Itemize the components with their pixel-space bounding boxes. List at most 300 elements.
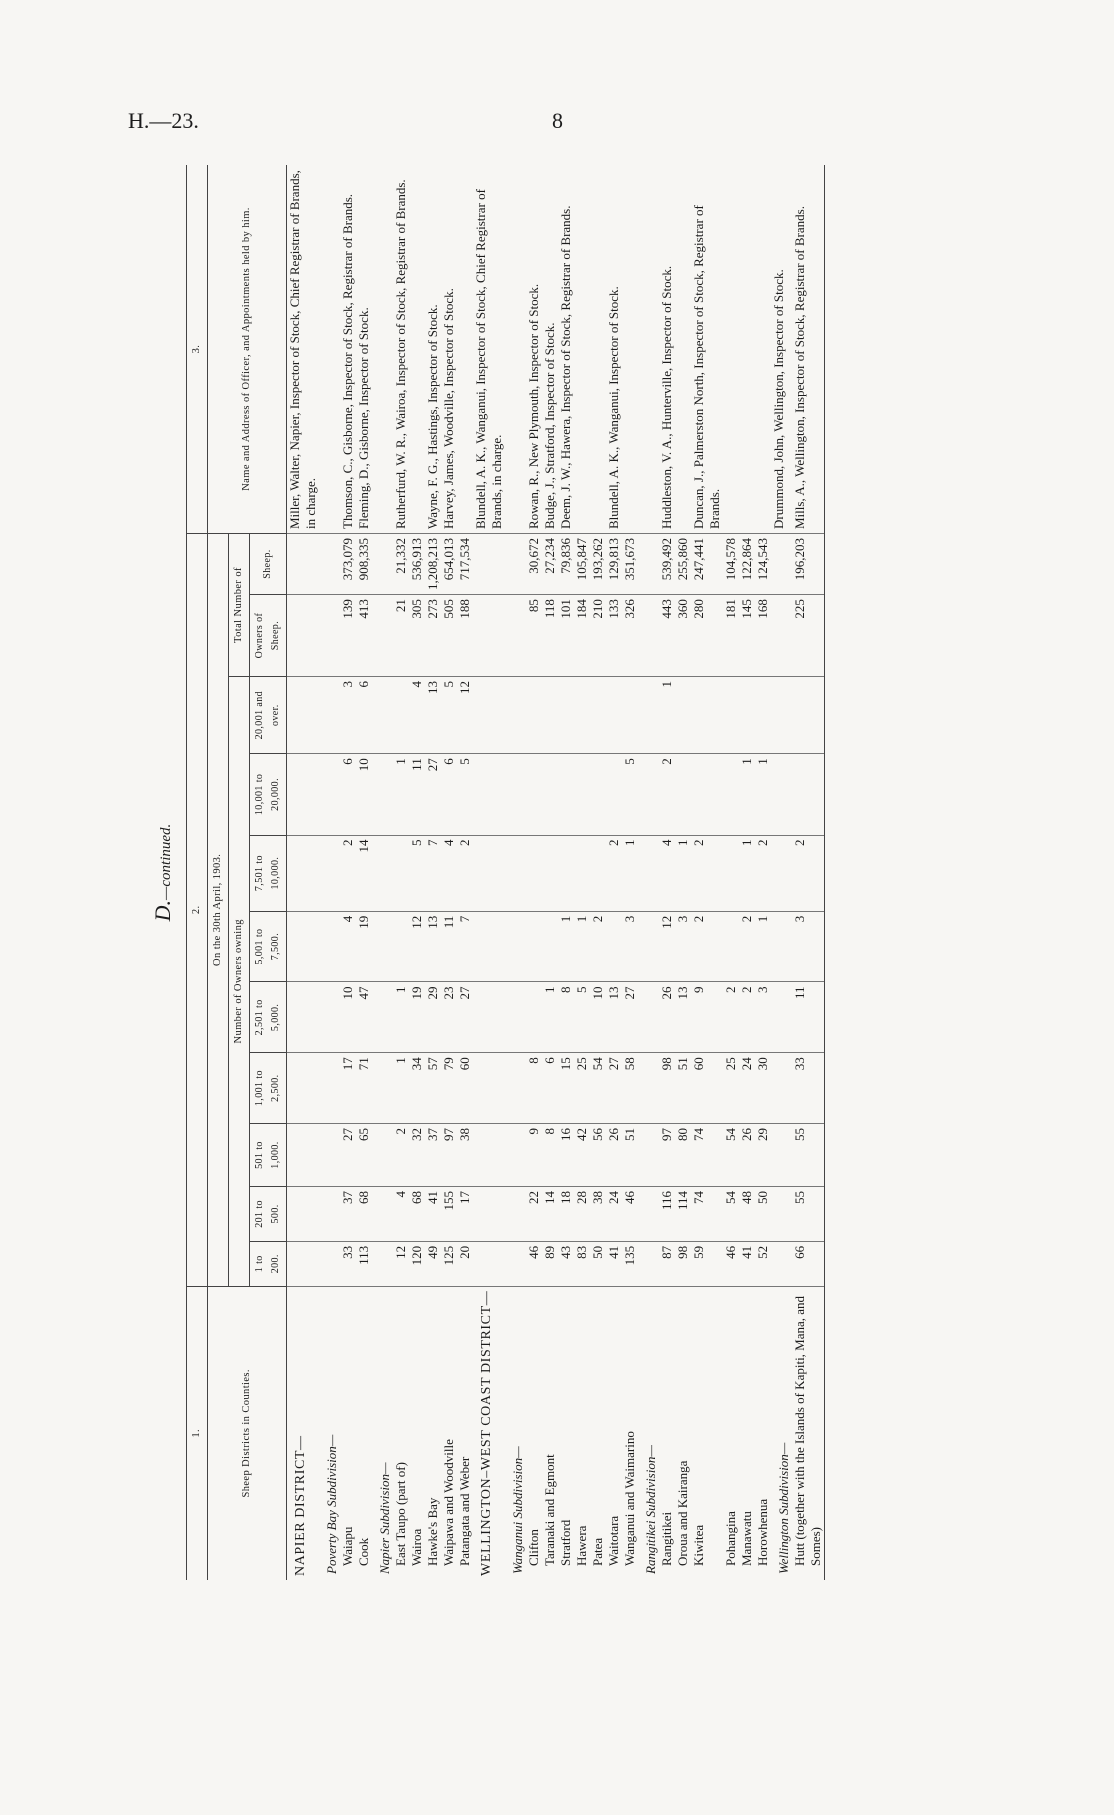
owner-count-cell: 1 [542,982,558,1053]
owner-count-cell: 37 [425,1124,441,1187]
owner-count-cell [638,835,659,911]
owner-count-cell: 68 [356,1187,372,1242]
owner-count-cell [372,677,393,754]
total-owners-cell: 210 [590,595,606,677]
owner-count-cell [771,911,792,982]
owner-count-cell [723,754,739,835]
head-owners: Number of Owners owning [229,677,250,1287]
total-owners-cell: 181 [723,595,739,677]
owner-count-cell: 114 [675,1187,691,1242]
total-owners-cell: 101 [558,595,574,677]
owner-count-cell: 8 [526,1053,542,1124]
sub-name: Wanganui Subdivision— [505,1286,526,1580]
head-date: On the 30th April, 1903. [208,534,229,1287]
owner-count-cell: 51 [622,1124,638,1187]
owner-count-cell [393,911,409,982]
owner-count-cell: 60 [691,1053,723,1124]
owner-count-cell [675,677,691,754]
total-sheep-cell: 247,441 [691,534,723,595]
owner-count-cell: 120 [409,1241,425,1286]
owner-count-cell: 46 [526,1241,542,1286]
total-sheep-cell: 255,860 [675,534,691,595]
owner-count-cell: 59 [691,1241,723,1286]
officer-cell: Fleming, D., Gisborne, Inspector of Stock. [356,307,371,529]
owner-count-cell: 1 [574,911,590,982]
owner-count-cell: 41 [739,1241,755,1286]
owner-count-cell: 2 [340,835,356,911]
table-row [755,165,771,1580]
owner-count-cell: 19 [356,911,372,982]
table-row [319,165,340,1580]
county-name: Waiapu [340,1286,356,1580]
officer-cell [590,165,606,534]
owner-count-cell [606,677,622,754]
table-continued: —continued. [158,823,174,900]
owner-count-cell [558,677,574,754]
owner-count-cell [473,1241,505,1286]
owner-count-cell [558,754,574,835]
owner-count-cell: 2 [755,835,771,911]
owner-count-cell: 4 [441,835,457,911]
county-name: Hutt (together with the Islands of Kapiti, Mana, and Somes) [792,1286,825,1580]
table-row [792,165,825,1580]
owner-count-cell: 10 [340,982,356,1053]
owner-count-cell [542,677,558,754]
owner-count-cell: 1 [622,835,638,911]
total-sheep-cell: 196,203 [792,534,825,595]
owner-count-cell [771,677,792,754]
county-name: Wairoa [409,1286,425,1580]
owner-count-cell: 33 [792,1053,825,1124]
officer-cell [755,165,771,534]
owner-count-cell: 87 [659,1241,675,1286]
owner-count-cell: 27 [340,1124,356,1187]
owner-count-cell: 4 [659,835,675,911]
owner-count-cell: 1 [755,911,771,982]
total-owners-cell [473,595,505,677]
table-row [622,165,638,1580]
total-owners-cell: 85 [526,595,542,677]
owner-count-cell: 10 [356,754,372,835]
total-sheep-cell: 654,013 [441,534,457,595]
total-sheep-cell: 536,913 [409,534,425,595]
owner-count-cell: 42 [574,1124,590,1187]
owner-count-cell: 2 [792,835,825,911]
owner-count-cell: 2 [457,835,473,911]
total-sheep-cell: 717,534 [457,534,473,595]
owner-count-cell: 79 [441,1053,457,1124]
total-sheep-cell [638,534,659,595]
owner-count-cell: 41 [425,1187,441,1242]
owner-count-cell: 12 [393,1241,409,1286]
total-sheep-cell [473,534,505,595]
owner-count-cell: 52 [755,1241,771,1286]
county-name: Kiwitea [691,1286,723,1580]
owner-count-cell [473,1187,505,1242]
owner-count-cell: 37 [340,1187,356,1242]
total-sheep-cell [505,534,526,595]
owner-count-cell: 4 [409,677,425,754]
officer-cell: Rowan, R., New Plymouth, Inspector of Stock. [526,283,541,529]
owner-count-cell: 5 [457,754,473,835]
officer-cell [739,165,755,534]
col-number-3: 3. [187,165,208,534]
total-sheep-cell: 30,672 [526,534,542,595]
owner-count-cell [606,754,622,835]
owner-count-cell: 11 [409,754,425,835]
total-sheep-cell: 193,262 [590,534,606,595]
county-name: Waitotara [606,1286,622,1580]
owner-count-cell: 24 [739,1053,755,1124]
table-row [739,165,755,1580]
owner-count-cell [319,754,340,835]
owner-count-cell [574,677,590,754]
table-row [771,165,792,1580]
owner-count-cell [771,1241,792,1286]
county-name: Oroua and Kairanga [675,1286,691,1580]
owner-count-cell: 34 [409,1053,425,1124]
owner-count-cell [723,911,739,982]
page-number: 8 [552,108,563,133]
officer-cell: Mills, A., Wellington, Inspector of Stock, Registrar of Brands. [792,165,825,534]
sub-name: Rangitikei Subdivision— [638,1286,659,1580]
owner-count-cell: 1 [393,1053,409,1124]
owner-count-cell: 50 [755,1187,771,1242]
county-name: Taranaki and Egmont [542,1286,558,1580]
rotated-table [150,165,980,1580]
sub-name: Poverty Bay Subdivision— [319,1286,340,1580]
officer-cell [723,165,739,534]
officer-cell [622,165,638,534]
owner-count-cell [319,911,340,982]
owner-count-cell: 32 [409,1124,425,1187]
table-row [457,165,473,1580]
owner-count-cell [505,677,526,754]
owner-count-cell [638,1124,659,1187]
owner-count-cell [393,835,409,911]
owner-count-cell [372,1053,393,1124]
owner-count-cell [473,1053,505,1124]
owner-count-cell: 26 [739,1124,755,1187]
owner-count-cell: 3 [340,677,356,754]
owner-count-cell: 29 [755,1124,771,1187]
total-owners-cell: 225 [792,595,825,677]
head-districts: Sheep Districts in Counties. [208,1286,287,1580]
county-name: Wanganui and Waimarino [622,1286,638,1580]
table-row [526,165,542,1580]
owner-count-cell: 3 [792,911,825,982]
owner-count-cell: 2 [739,982,755,1053]
table-row [691,165,723,1580]
owner-count-cell: 14 [356,835,372,911]
officer-cell: Rutherfurd, W. R., Wairoa, Inspector of Stock, Registrar of Brands. [393,179,408,529]
owner-count-cell: 11 [441,911,457,982]
table-row [372,165,393,1580]
owner-count-cell: 2 [393,1124,409,1187]
owner-count-cell: 2 [659,754,675,835]
owner-count-cell [319,835,340,911]
report-code: H.—23. [128,108,199,133]
owner-count-cell [526,835,542,911]
owner-count-cell [691,754,723,835]
owner-count-cell: 38 [590,1187,606,1242]
owner-count-cell [287,754,320,835]
owner-count-cell: 27 [622,982,638,1053]
owner-count-cell [505,835,526,911]
owner-count-cell: 6 [356,677,372,754]
total-sheep-cell: 124,543 [755,534,771,595]
table-row [574,165,590,1580]
table-row [675,165,691,1580]
owner-count-cell [771,1187,792,1242]
owner-count-cell: 41 [606,1241,622,1286]
owner-count-cell: 26 [659,982,675,1053]
table-body [287,165,825,1580]
table-row [723,165,739,1580]
owner-count-cell: 5 [409,835,425,911]
county-name: Rangitikei [659,1286,675,1580]
owner-count-cell: 80 [675,1124,691,1187]
table-row [473,165,505,1580]
district-name: NAPIER DISTRICT— [287,1286,320,1580]
owner-count-cell [319,1241,340,1286]
total-owners-cell: 273 [425,595,441,677]
owner-count-cell: 24 [606,1187,622,1242]
owner-count-cell: 48 [739,1187,755,1242]
range-4: 1,001 to 2,500. [250,1053,287,1124]
total-owners-cell [638,595,659,677]
owner-count-cell: 68 [409,1187,425,1242]
total-sheep-cell: 908,335 [356,534,372,595]
owner-count-cell: 5 [441,677,457,754]
officer-cell [409,165,425,534]
total-owners-cell: 413 [356,595,372,677]
table-row [558,165,574,1580]
table-row [441,165,457,1580]
owner-count-cell: 15 [558,1053,574,1124]
owner-count-cell [287,835,320,911]
owner-count-cell [755,677,771,754]
total-owners-cell: 326 [622,595,638,677]
table-row [638,165,659,1580]
owner-count-cell [372,835,393,911]
total-sheep-cell [319,534,340,595]
county-name: Pohangina [723,1286,739,1580]
table-row [356,165,372,1580]
owner-count-cell [473,1124,505,1187]
total-sheep-cell: 539,492 [659,534,675,595]
owner-count-cell [473,982,505,1053]
owner-count-cell: 13 [425,911,441,982]
owner-count-cell: 2 [691,835,723,911]
owner-count-cell: 28 [574,1187,590,1242]
owner-count-cell: 97 [659,1124,675,1187]
owner-count-cell: 13 [425,677,441,754]
total-owners-cell [319,595,340,677]
total-sheep-cell: 1,208,213 [425,534,441,595]
owner-count-cell [319,1124,340,1187]
officer-cell: Thomson, C., Gisborne, Inspector of Stock, Registrar of Brands. [340,193,355,529]
range-9: 20,001 and over. [250,677,287,754]
total-sheep-cell: 79,836 [558,534,574,595]
total-sheep-cell: 21,332 [393,534,409,595]
owner-count-cell: 2 [691,911,723,982]
range-3: 501 to 1,000. [250,1124,287,1187]
owner-count-cell [372,911,393,982]
total-owners-cell: 21 [393,595,409,677]
owner-count-cell: 6 [542,1053,558,1124]
owner-count-cell [542,911,558,982]
head-sheep: Sheep. [250,534,287,595]
owner-count-cell: 26 [606,1124,622,1187]
range-2: 201 to 500. [250,1187,287,1242]
owner-count-cell: 25 [723,1053,739,1124]
county-name: Horowhenua [755,1286,771,1580]
col-number-2-text: 2. [191,905,202,915]
col-number-2 [187,534,208,1287]
total-sheep-cell: 351,673 [622,534,638,595]
owner-count-cell: 4 [340,911,356,982]
owner-count-cell: 71 [356,1053,372,1124]
district-name: WELLINGTON–WEST COAST DISTRICT— [473,1286,505,1580]
owner-count-cell: 1 [393,982,409,1053]
range-8: 10,001 to 20,000. [250,754,287,835]
total-sheep-cell: 122,864 [739,534,755,595]
officer-cell: Deem, J. W., Hawera, Inspector of Stock, Registrar of Brands. [558,205,573,529]
officer-cell [574,165,590,534]
total-owners-cell: 305 [409,595,425,677]
table-letter: D. [150,899,175,922]
owner-count-cell [771,835,792,911]
county-name: Stratford [558,1286,574,1580]
owner-count-cell [558,835,574,911]
total-sheep-cell: 105,847 [574,534,590,595]
owner-count-cell: 7 [425,835,441,911]
total-sheep-cell: 373,079 [340,534,356,595]
officer-cell [457,165,473,534]
owner-count-cell: 1 [755,754,771,835]
officer-cell: Budge, J., Stratford, Inspector of Stock. [542,322,557,529]
owner-count-cell: 13 [606,982,622,1053]
owner-count-cell: 9 [526,1124,542,1187]
owner-count-cell: 49 [425,1241,441,1286]
table-row [590,165,606,1580]
total-sheep-cell: 104,578 [723,534,739,595]
owner-count-cell: 16 [558,1124,574,1187]
head-owners-of-sheep: Owners of Sheep. [250,595,287,677]
officer-cell: Blundell, A. K., Wanganui, Inspector of Stock, Chief Registrar of Brands, in charge. [473,189,504,529]
owner-count-cell: 8 [558,982,574,1053]
owner-count-cell: 56 [590,1124,606,1187]
table-row [287,165,320,1580]
owner-count-cell [526,982,542,1053]
owner-count-cell [505,911,526,982]
owner-count-cell: 46 [723,1241,739,1286]
table-row [340,165,356,1580]
owner-count-cell: 33 [340,1241,356,1286]
owner-count-cell [319,1053,340,1124]
owner-count-cell: 13 [675,982,691,1053]
owner-count-cell [792,677,825,754]
owner-count-cell: 125 [441,1241,457,1286]
total-owners-cell: 188 [457,595,473,677]
owner-count-cell: 12 [457,677,473,754]
county-name: Patea [590,1286,606,1580]
owner-count-cell [574,835,590,911]
total-sheep-cell [372,534,393,595]
owner-count-cell [606,911,622,982]
owner-count-cell: 1 [675,835,691,911]
total-owners-cell: 118 [542,595,558,677]
owner-count-cell: 10 [590,982,606,1053]
range-7: 7,501 to 10,000. [250,835,287,911]
total-sheep-cell [287,534,320,595]
officer-cell: Huddleston, V. A., Hunterville, Inspector of Stock. [659,265,674,529]
owner-count-cell [771,1124,792,1187]
owner-count-cell: 4 [393,1187,409,1242]
county-name: Clifton [526,1286,542,1580]
county-name: Waipawa and Woodville [441,1286,457,1580]
officer-cell: Wayne, F. G., Hastings, Inspector of Stock. [425,304,440,529]
table-row [409,165,425,1580]
owner-count-cell [287,911,320,982]
owner-count-cell [473,754,505,835]
table-row [505,165,526,1580]
total-owners-cell [505,595,526,677]
owner-count-cell: 27 [606,1053,622,1124]
total-owners-cell: 145 [739,595,755,677]
owner-count-cell: 43 [558,1241,574,1286]
owner-count-cell: 2 [606,835,622,911]
owner-count-cell: 51 [675,1053,691,1124]
owner-count-cell [287,1053,320,1124]
owner-count-cell: 55 [792,1187,825,1242]
owner-count-cell: 46 [622,1187,638,1242]
owner-count-cell [590,835,606,911]
county-name: Hawera [574,1286,590,1580]
owner-count-cell: 22 [526,1187,542,1242]
owner-count-cell: 1 [558,911,574,982]
owner-count-cell: 1 [739,754,755,835]
head-total: Total Number of [229,534,250,677]
owner-count-cell: 11 [792,982,825,1053]
officer-cell: Blundell, A. K., Wanganui, Inspector of Stock. [606,286,621,529]
owner-count-cell: 55 [792,1124,825,1187]
owner-count-cell: 57 [425,1053,441,1124]
owner-count-cell: 5 [622,754,638,835]
table-row [393,165,409,1580]
owner-count-cell: 12 [409,911,425,982]
owner-count-cell: 9 [691,982,723,1053]
sheep-districts-table [186,165,825,1580]
owner-count-cell [638,1241,659,1286]
range-6: 5,001 to 7,500. [250,911,287,982]
owner-count-cell: 19 [409,982,425,1053]
owner-count-cell: 58 [622,1053,638,1124]
owner-count-cell: 83 [574,1241,590,1286]
total-owners-cell [287,595,320,677]
owner-count-cell: 54 [590,1053,606,1124]
range-5: 2,501 to 5,000. [250,982,287,1053]
officer-cell [505,165,526,534]
owner-count-cell: 2 [739,911,755,982]
owner-count-cell: 38 [457,1124,473,1187]
total-owners-cell: 505 [441,595,457,677]
owner-count-cell [771,754,792,835]
owner-count-cell [505,754,526,835]
officer-cell [675,165,691,534]
total-owners-cell [771,595,792,677]
